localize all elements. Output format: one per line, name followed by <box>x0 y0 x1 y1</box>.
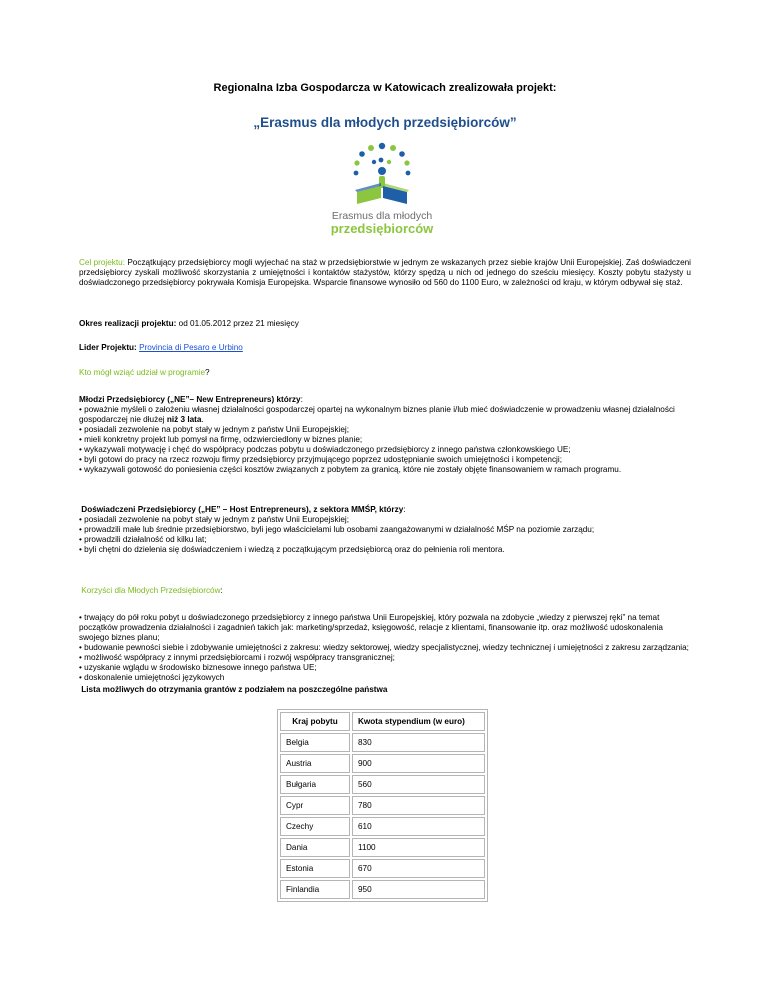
period-value: od 01.05.2012 przez 21 miesięcy <box>176 319 299 328</box>
table-header-row <box>280 712 485 731</box>
logo-graphic <box>307 140 457 240</box>
list-item: • mieli konkretny projekt lub pomysł na firmę, odzwierciedlony w biznes planie; <box>79 435 363 444</box>
table-row <box>280 817 485 836</box>
table-row <box>280 775 485 794</box>
table-row <box>280 859 485 878</box>
experienced-heading-suffix: : <box>403 505 406 514</box>
table-row <box>280 880 485 899</box>
grants-heading: Lista możliwych do otrzymania grantów z podziałem na poszczególne państwa <box>81 685 388 694</box>
cell-amount: 900 <box>352 754 485 773</box>
list-item: • byli gotowi do pracy na rzecz rozwoju firmy przedsiębiorcy przyjmującego poprzez udostępnianie swoich umiejętności i kompetencji; <box>79 455 562 464</box>
list-item: • budowanie pewności siebie i zdobywanie umiejętności z zakresu: wiedzy sektorowej, wiedzy specjalistycznej, wiedzy technicznej i umiejętności z zakresu zarządzania; <box>79 643 689 652</box>
table-row <box>280 838 485 857</box>
young-heading: Młodzi Przedsiębiorcy („NE”– New Entrepreneurs) którzy <box>79 395 301 404</box>
cell-country: Austria <box>280 754 350 773</box>
project-name: „Erasmus dla młodych przedsiębiorców” <box>253 115 517 130</box>
list-item: • prowadzili małe lub średnie przedsiębiorstwo, byli jego właścicielami lub osobami zaangażowanymi w działalność MŚP na poziomie zarządu; <box>79 525 595 534</box>
column-header-amount: Kwota stypendium (w euro) <box>352 712 485 731</box>
list-item: • trwający do pół roku pobyt u doświadczonego przedsiębiorcy z innego państwa Unii Europejskiej, który pozwala na zdobycie „wiedzy z pierwszej ręki” na temat początków prowadzenia działalności i zagadnień takich jak: marketing/sprzedaż, księgowość, relacje z klientami, finansowanie itp. oraz możliwość udoskonalenia swojego biznes planu; <box>79 613 663 642</box>
list-item: • uzyskanie wglądu w środowisko biznesowe innego państwa UE; <box>79 663 317 672</box>
list-item: • prowadzili działalność od kilku lat; <box>79 535 207 544</box>
table-row <box>280 754 485 773</box>
period-label: Okres realizacji projektu: <box>79 319 177 328</box>
list-item: • poważnie myśleli o założeniu własnej działalności gospodarczej opartej na wykonalnym biznes planie i/lub mieć doświadczenie w prowadzeniu własnej działalności gospodarczej nie dłużej niż 3 lata. <box>79 405 675 424</box>
logo-line2: przedsiębiorców <box>330 221 434 236</box>
list-item: • wykazywali motywację i chęć do współpracy podczas pobytu u doświadczonego przedsiębiorcy z innego państwa członkowskiego UE; <box>79 445 571 454</box>
goal-text: Początkujący przedsiębiorcy mogli wyjechać na staż w przedsiębiorstwie w jednym ze wskazanych przez siebie krajów Unii Europejskiej. Zaś doświadczeni przedsiębiorcy zyskali możliwość skorzystania z umiejętności i kontaktów stażystów, którzy spędzą u nich od jednego do sześciu miesięcy. Koszty pobytu stażysty u doświadczonego przedsiębiorcy pokrywała Komisja Europejska. Wsparcie finansowe wynosiło od 560 do 1100 Euro, w zależności od kraju, w którym odbywał się staż. <box>79 258 691 287</box>
cell-country: Belgia <box>280 733 350 752</box>
list-item: • doskonalenie umiejętności językowych <box>79 673 225 682</box>
list-item: • posiadali zezwolenie na pobyt stały w jednym z państw Unii Europejskiej; <box>79 425 350 434</box>
who-suffix: ? <box>205 368 210 377</box>
leader-label: Lider Projektu: <box>79 343 137 352</box>
logo-line1: Erasmus dla młodych <box>331 210 433 222</box>
cell-amount: 780 <box>352 796 485 815</box>
cell-amount: 830 <box>352 733 485 752</box>
grants-table <box>277 709 488 902</box>
benefits-heading-suffix: : <box>220 586 223 595</box>
cell-amount: 1100 <box>352 838 485 857</box>
column-header-country: Kraj pobytu <box>280 712 350 731</box>
goal-label: Cel projektu: <box>79 258 126 267</box>
who-line <box>79 368 691 378</box>
cell-country: Estonia <box>280 859 350 878</box>
leader-link[interactable]: Provincia di Pesaro e Urbino <box>139 343 243 352</box>
table-row <box>280 796 485 815</box>
experienced-entrepreneurs-section <box>79 505 691 555</box>
page-title: Regionalna Izba Gospodarcza w Katowicach zrealizowała projekt: <box>213 82 557 94</box>
cell-country: Czechy <box>280 817 350 836</box>
period-line <box>79 319 691 329</box>
list-item: • wykazywali gotowość do poniesienia części kosztów związanych z pobytem za granicą, które nie zostały objęte finansowaniem w ramach programu. <box>79 465 622 474</box>
cell-country: Bułgaria <box>280 775 350 794</box>
experienced-heading: Doświadczeni Przedsiębiorcy („HE” – Host Entrepreneurs), z sektora MMŚP, którzy <box>81 505 404 514</box>
cell-amount: 670 <box>352 859 485 878</box>
benefits-heading: Korzyści dla Młodych Przedsiębiorców <box>81 586 221 595</box>
benefits-heading-line <box>79 586 691 596</box>
erasmus-logo <box>307 140 457 240</box>
list-item: • możliwość współpracy z innymi przedsiębiorcami i rozwój współpracy transgranicznej; <box>79 653 395 662</box>
who-label: Kto mógł wziąć udział w programie <box>79 368 206 377</box>
cell-country: Dania <box>280 838 350 857</box>
young-entrepreneurs-section <box>79 395 691 475</box>
list-item: • posiadali zezwolenie na pobyt stały w jednym z państw Unii Europejskiej; <box>79 515 350 524</box>
benefits-list <box>79 613 691 683</box>
young-heading-suffix: : <box>300 395 303 404</box>
cell-amount: 560 <box>352 775 485 794</box>
cell-amount: 610 <box>352 817 485 836</box>
leader-line <box>79 343 691 353</box>
table-row <box>280 733 485 752</box>
cell-amount: 950 <box>352 880 485 899</box>
goal-paragraph <box>79 258 691 288</box>
cell-country: Finlandia <box>280 880 350 899</box>
cell-country: Cypr <box>280 796 350 815</box>
list-item: • byli chętni do dzielenia się doświadczeniem i wiedzą z początkującym przedsiębiorcą oraz do pełnienia roli mentora. <box>79 545 505 554</box>
grants-heading-line <box>79 685 691 695</box>
